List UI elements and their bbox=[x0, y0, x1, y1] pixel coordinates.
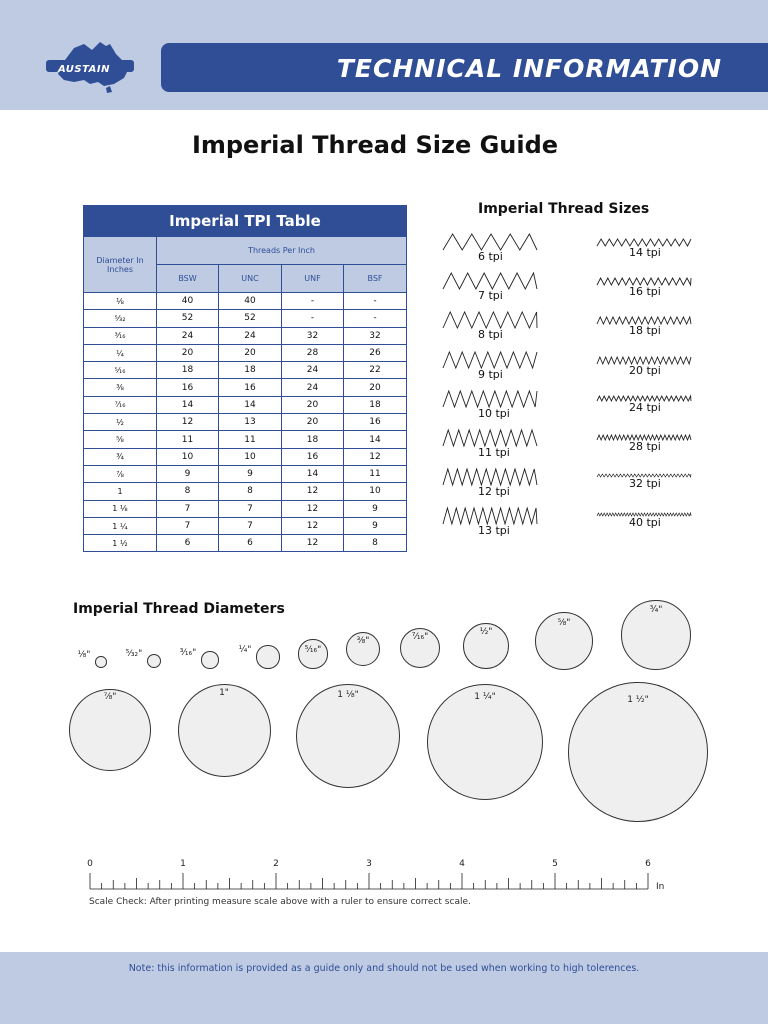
tpi-cell: 9 bbox=[157, 465, 219, 482]
ruler-number: 0 bbox=[87, 859, 93, 869]
diameter-label: ⅜" bbox=[356, 636, 370, 646]
tpi-cell: 9 bbox=[344, 500, 407, 517]
diameter-cell: ¾ bbox=[84, 448, 157, 465]
tpi-cell: - bbox=[282, 310, 344, 327]
tpi-cell: 14 bbox=[157, 396, 219, 413]
thread-profile bbox=[443, 468, 537, 486]
tpi-cell: 10 bbox=[344, 483, 407, 500]
table-row bbox=[84, 396, 407, 413]
ruler-number: 3 bbox=[366, 859, 372, 869]
diameter-header: Diameter In Inches bbox=[84, 237, 157, 293]
thread-diameter-circle bbox=[201, 651, 218, 668]
thread-label: 7 tpi bbox=[478, 289, 503, 303]
ruler-number: 1 bbox=[180, 859, 186, 869]
diameter-cell: ⅝ bbox=[84, 431, 157, 448]
tpi-cell: 12 bbox=[344, 448, 407, 465]
column-header: UNF bbox=[282, 265, 344, 293]
table-row bbox=[84, 465, 407, 482]
thread-profile bbox=[443, 351, 537, 369]
tpi-cell: 52 bbox=[157, 310, 219, 327]
tpi-cell: 13 bbox=[219, 414, 282, 431]
tpi-cell: 20 bbox=[344, 379, 407, 396]
diameter-label: ⅛" bbox=[77, 650, 91, 660]
column-header: UNC bbox=[219, 265, 282, 293]
thread-label: 11 tpi bbox=[478, 446, 510, 459]
diameter-label: ¾" bbox=[649, 605, 663, 615]
tpi-cell: - bbox=[344, 293, 407, 310]
diameter-label: 1" bbox=[219, 688, 229, 698]
diameter-cell: ⅜ bbox=[84, 379, 157, 396]
tpi-cell: 16 bbox=[282, 448, 344, 465]
thread-label: 32 tpi bbox=[629, 477, 661, 491]
diameter-label: ⁵⁄₃₂" bbox=[125, 649, 143, 659]
tpi-cell: 14 bbox=[219, 396, 282, 413]
page-title: Imperial Thread Size Guide bbox=[191, 131, 559, 159]
thread-sizes-title: Imperial Thread Sizes bbox=[478, 201, 650, 217]
tpi-cell: 16 bbox=[157, 379, 219, 396]
diameter-label: ¼" bbox=[238, 645, 252, 655]
diameter-label: 1 ⅛" bbox=[337, 690, 359, 700]
thread-profile bbox=[443, 390, 537, 408]
thread-diameter-circle bbox=[147, 654, 162, 669]
diameter-cell: 1 ¼ bbox=[84, 517, 157, 534]
thread-label: 9 tpi bbox=[478, 367, 503, 381]
tpi-cell: 11 bbox=[344, 465, 407, 482]
tpi-cell: 52 bbox=[219, 310, 282, 327]
tpi-cell: 24 bbox=[157, 327, 219, 344]
diameter-cell: ¼ bbox=[84, 344, 157, 361]
table-row bbox=[84, 362, 407, 379]
tpi-cell: 16 bbox=[344, 414, 407, 431]
tpi-cell: 18 bbox=[344, 396, 407, 413]
table-row bbox=[84, 414, 407, 431]
tpi-cell: 18 bbox=[219, 362, 282, 379]
diameter-label: ⅞" bbox=[103, 692, 117, 702]
section-banner bbox=[161, 43, 768, 92]
diameter-label: 1 ½" bbox=[627, 695, 649, 705]
diameter-cell: ⁷⁄₁₆ bbox=[84, 396, 157, 413]
tpi-cell: 8 bbox=[157, 483, 219, 500]
table-row bbox=[84, 327, 407, 344]
inch-ruler bbox=[88, 855, 688, 900]
tpi-cell: 7 bbox=[157, 517, 219, 534]
table-row bbox=[84, 483, 407, 500]
column-header: BSW bbox=[157, 265, 219, 293]
table-caption: Imperial TPI Table bbox=[84, 206, 407, 237]
tpi-cell: - bbox=[282, 293, 344, 310]
diameter-cell: ½ bbox=[84, 414, 157, 431]
thread-label: 13 tpi bbox=[478, 524, 510, 538]
tpi-cell: 7 bbox=[219, 500, 282, 517]
table-row bbox=[84, 448, 407, 465]
tpi-cell: 6 bbox=[219, 535, 282, 552]
tpi-cell: 24 bbox=[219, 327, 282, 344]
tpi-cell: 10 bbox=[157, 448, 219, 465]
tpi-cell: 11 bbox=[219, 431, 282, 448]
tpi-cell: 18 bbox=[157, 362, 219, 379]
diameter-label: ⁵⁄₁₆" bbox=[304, 645, 322, 655]
diameters-title: Imperial Thread Diameters bbox=[73, 601, 285, 617]
tpi-cell: 32 bbox=[282, 327, 344, 344]
tpi-cell: 20 bbox=[219, 344, 282, 361]
diameter-cell: 1 ½ bbox=[84, 535, 157, 552]
tpi-cell: 22 bbox=[344, 362, 407, 379]
table-row bbox=[84, 431, 407, 448]
thread-diameter-circle bbox=[256, 645, 279, 668]
thread-label: 6 tpi bbox=[478, 250, 503, 263]
tpi-cell: 12 bbox=[157, 414, 219, 431]
ruler-unit: In bbox=[656, 882, 665, 892]
diameter-cell: ⅛ bbox=[84, 293, 157, 310]
tpi-cell: 7 bbox=[157, 500, 219, 517]
diameter-cell: ⅞ bbox=[84, 465, 157, 482]
footer-note: Note: this information is provided as a guide only and should not be used when working to high tolerences. bbox=[128, 963, 640, 974]
thread-label: 12 tpi bbox=[478, 485, 510, 499]
logo-text: AUSTAIN bbox=[58, 64, 110, 75]
thread-label: 8 tpi bbox=[478, 328, 503, 342]
threads-per-inch-header: Threads Per Inch bbox=[157, 237, 407, 265]
thread-label: 24 tpi bbox=[629, 400, 661, 414]
diameter-cell: ⁵⁄₃₂ bbox=[84, 310, 157, 327]
tpi-cell: 8 bbox=[219, 483, 282, 500]
table-row bbox=[84, 310, 407, 327]
diameter-cell: ⁵⁄₁₆ bbox=[84, 362, 157, 379]
tpi-cell: 12 bbox=[282, 517, 344, 534]
tpi-cell: 9 bbox=[344, 517, 407, 534]
tpi-cell: 20 bbox=[282, 396, 344, 413]
tpi-cell: 24 bbox=[282, 362, 344, 379]
tpi-cell: 14 bbox=[344, 431, 407, 448]
thread-label: 20 tpi bbox=[629, 363, 661, 377]
tpi-cell: 8 bbox=[344, 535, 407, 552]
diameter-label: ½" bbox=[479, 627, 493, 637]
thread-label: 14 tpi bbox=[629, 246, 661, 259]
table-row bbox=[84, 344, 407, 361]
diameter-cell: 1 ⅛ bbox=[84, 500, 157, 517]
diameter-label: ³⁄₁₆" bbox=[179, 648, 197, 658]
thread-label: 18 tpi bbox=[629, 324, 661, 338]
tpi-table bbox=[83, 205, 407, 552]
diameter-label: ⅝" bbox=[557, 618, 571, 628]
thread-profile bbox=[443, 429, 537, 447]
table-row bbox=[84, 535, 407, 552]
tpi-cell: 10 bbox=[219, 448, 282, 465]
tpi-cell: 26 bbox=[344, 344, 407, 361]
tpi-cell: 40 bbox=[157, 293, 219, 310]
ruler-number: 2 bbox=[273, 859, 279, 869]
column-header: BSF bbox=[344, 265, 407, 293]
tpi-cell: 20 bbox=[282, 414, 344, 431]
tpi-cell: 32 bbox=[344, 327, 407, 344]
thread-label: 40 tpi bbox=[629, 516, 661, 530]
table-row bbox=[84, 500, 407, 517]
table-row bbox=[84, 517, 407, 534]
tpi-cell: - bbox=[344, 310, 407, 327]
diameter-label: ⁷⁄₁₆" bbox=[411, 632, 429, 642]
thread-profile bbox=[443, 311, 537, 329]
tpi-cell: 6 bbox=[157, 535, 219, 552]
thread-label: 16 tpi bbox=[629, 285, 661, 299]
tpi-cell: 14 bbox=[282, 465, 344, 482]
table-row bbox=[84, 293, 407, 310]
thread-profile bbox=[443, 272, 537, 290]
ruler-number: 6 bbox=[645, 859, 651, 869]
tpi-cell: 7 bbox=[219, 517, 282, 534]
tpi-cell: 20 bbox=[157, 344, 219, 361]
thread-profile bbox=[443, 507, 537, 525]
ruler-number: 4 bbox=[459, 859, 465, 869]
tpi-cell: 24 bbox=[282, 379, 344, 396]
tpi-cell: 11 bbox=[157, 431, 219, 448]
tpi-cell: 9 bbox=[219, 465, 282, 482]
tpi-cell: 12 bbox=[282, 535, 344, 552]
tpi-cell: 18 bbox=[282, 431, 344, 448]
tpi-cell: 12 bbox=[282, 500, 344, 517]
tpi-cell: 28 bbox=[282, 344, 344, 361]
tpi-cell: 16 bbox=[219, 379, 282, 396]
table-row bbox=[84, 379, 407, 396]
diameter-cell: 1 bbox=[84, 483, 157, 500]
banner-title: TECHNICAL INFORMATION bbox=[336, 54, 722, 83]
diameter-cell: ³⁄₁₆ bbox=[84, 327, 157, 344]
diameter-label: 1 ¼" bbox=[474, 692, 496, 702]
thread-diameter-circle bbox=[95, 656, 107, 668]
tpi-cell: 12 bbox=[282, 483, 344, 500]
scale-check-note: Scale Check: After printing measure scale above with a ruler to ensure correct scale. bbox=[89, 897, 471, 907]
thread-label: 10 tpi bbox=[478, 406, 510, 420]
thread-label: 28 tpi bbox=[629, 440, 661, 453]
ruler-number: 5 bbox=[552, 859, 558, 869]
tpi-cell: 40 bbox=[219, 293, 282, 310]
thread-profile bbox=[443, 233, 537, 251]
